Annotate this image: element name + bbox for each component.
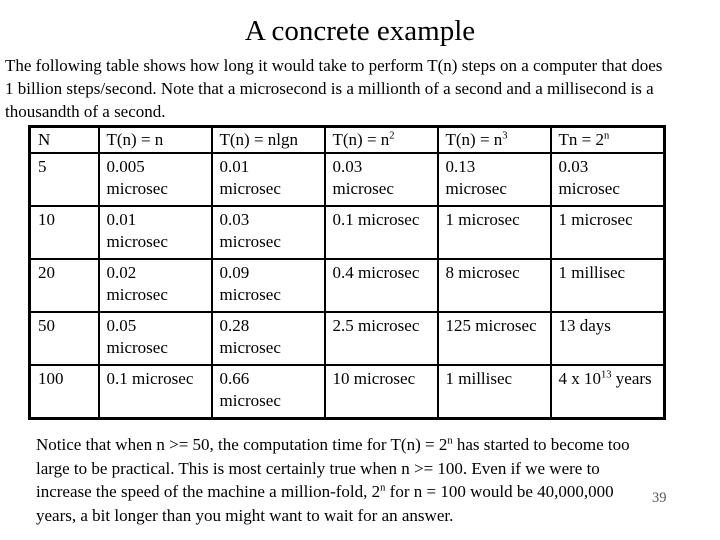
- table-header-cell: $T(n) = n^2$: [325, 127, 438, 154]
- time-value-cell: 0.03 microsec: [551, 153, 665, 206]
- notice-paragraph: Notice that when n >= 50, the computation time for $T(n) = 2^n$ has started to become too large to be practical. This is most certainly true when n >= 100. Even if we were to increase the speed of the machine a million-fold, 2$^n$ for n = 100 would be 40,000,000 years, a bit longer than you might want to wait for an answer.: [36, 435, 630, 525]
- time-value-cell: 0.03 microsec: [212, 206, 325, 259]
- time-value-cell: 0.05 microsec: [99, 312, 212, 365]
- table-row: [30, 259, 665, 312]
- table-row: [30, 365, 665, 419]
- page-number: 39: [652, 490, 667, 506]
- table-header-row: [30, 127, 665, 154]
- n-value-cell: 100: [30, 365, 99, 419]
- time-value-cell: 125 microsec: [438, 312, 551, 365]
- time-value-cell: 1 microsec: [438, 206, 551, 259]
- table-header-cell: $Tn = 2^n$: [551, 127, 665, 154]
- time-value-cell: 0.1 microsec: [325, 206, 438, 259]
- time-value-cell: 8 microsec: [438, 259, 551, 312]
- table-body: [30, 153, 665, 419]
- n-value-cell: 50: [30, 312, 99, 365]
- time-value-cell: 0.03 microsec: [325, 153, 438, 206]
- time-value-cell: 0.09 microsec: [212, 259, 325, 312]
- time-value-cell: 0.4 microsec: [325, 259, 438, 312]
- time-value-cell: 0.66 microsec: [212, 365, 325, 419]
- table-header-cell: N: [30, 127, 99, 154]
- table-header-cell: T(n) = nlgn: [212, 127, 325, 154]
- intro-paragraph: The following table shows how long it would take to perform T(n) steps on a computer that does 1 billion steps/second. Note that a microsecond is a millionth of a second and a millisecond is a thousandth of a second.: [5, 56, 663, 121]
- table-row: [30, 312, 665, 365]
- n-value-cell: 5: [30, 153, 99, 206]
- n-value-cell: 20: [30, 259, 99, 312]
- table-header: [30, 127, 665, 154]
- time-value-cell: 0.13 microsec: [438, 153, 551, 206]
- time-value-cell: 13 days: [551, 312, 665, 365]
- time-value-cell: 0.02 microsec: [99, 259, 212, 312]
- time-value-cell: 0.01 microsec: [212, 153, 325, 206]
- table-row: [30, 206, 665, 259]
- complexity-table: [28, 125, 666, 420]
- time-value-cell: 0.1 microsec: [99, 365, 212, 419]
- table-header-cell: T(n) = n: [99, 127, 212, 154]
- time-value-cell: 0.005 microsec: [99, 153, 212, 206]
- table-row: [30, 153, 665, 206]
- slide-title: A concrete example: [244, 15, 476, 47]
- time-value-cell: 1 microsec: [551, 206, 665, 259]
- time-value-cell: 10 microsec: [325, 365, 438, 419]
- n-value-cell: 10: [30, 206, 99, 259]
- time-value-cell: 1 millisec: [551, 259, 665, 312]
- table-header-cell: $T(n) = n^3$: [438, 127, 551, 154]
- time-value-cell: 4 x $10^{13}$ years: [551, 365, 665, 419]
- time-value-cell: 0.01 microsec: [99, 206, 212, 259]
- time-value-cell: 2.5 microsec: [325, 312, 438, 365]
- time-value-cell: 0.28 microsec: [212, 312, 325, 365]
- time-value-cell: 1 millisec: [438, 365, 551, 419]
